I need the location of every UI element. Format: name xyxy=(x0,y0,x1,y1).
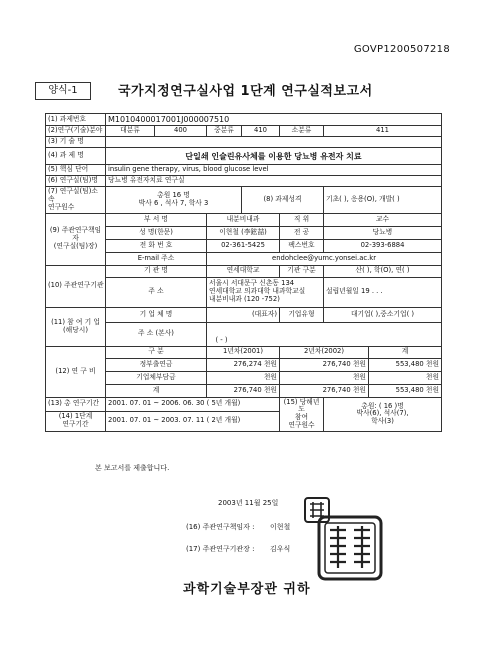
row-budget-corp xyxy=(46,371,442,384)
gov-year2: 276,740 천원 xyxy=(280,358,369,371)
row-pi-name xyxy=(46,226,442,239)
budget-col-total: 계 xyxy=(369,346,442,358)
major-label: 대분류 xyxy=(106,126,155,137)
row-lab-name xyxy=(46,176,442,187)
phone-label: 전 화 번 호 xyxy=(106,239,207,252)
staff-detail2: 학사(3) xyxy=(371,417,394,426)
email-value: endohclee@yumc.yonsei.ac.kr xyxy=(207,252,442,265)
pi-signature-name: 이현철 xyxy=(270,523,291,531)
company-type-label: 기업유형 xyxy=(280,307,324,322)
founded-cell xyxy=(324,277,442,307)
row-research-field xyxy=(46,126,442,137)
corp-year1: 천원 xyxy=(207,371,280,384)
middle-label: 중분류 xyxy=(207,126,242,137)
staff-label xyxy=(280,397,324,431)
org-type-label: 기관 구분 xyxy=(280,265,324,277)
row-pi-email xyxy=(46,252,442,265)
staff-detail1: 박사(6), 석사(7), xyxy=(356,409,409,418)
founded-label: 설립년월일 xyxy=(326,287,359,296)
pi-signature-label: (16) 주관연구책임자 : xyxy=(186,523,255,531)
fax-label: 팩스번호 xyxy=(280,239,324,252)
partner-address-label: 주 소 (본사) xyxy=(106,322,207,346)
position-label: 직 위 xyxy=(280,213,324,226)
org-label: 기 관 명 xyxy=(106,265,207,277)
label: (12) 연 구 비 xyxy=(46,346,106,397)
row-host-address xyxy=(46,277,442,307)
label: (10) 주관연구기관 xyxy=(46,265,106,307)
label: (3) 기 술 명 xyxy=(46,137,106,148)
staff-value xyxy=(324,397,442,431)
org-head-signature-name: 김우식 xyxy=(270,545,291,553)
corp-year2: 천원 xyxy=(280,371,369,384)
row-task-name xyxy=(46,148,442,165)
address-line1: 서울시 서대문구 신촌동 134 xyxy=(209,279,295,288)
founded-value: 19 . . . xyxy=(361,287,383,296)
corp-label: 기업체부담금 xyxy=(106,371,207,384)
address-line2: 연세대학교 의과대학 내과학교실 xyxy=(209,287,306,296)
name-label: 성 명(한문) xyxy=(106,226,207,239)
task-nature-label: (8) 과제성격 xyxy=(242,187,324,213)
staff-label-line1: (15) 당해년도 xyxy=(283,397,320,414)
row-budget-sum xyxy=(46,384,442,397)
budget-col-division: 구 분 xyxy=(106,346,207,358)
phone-value: 02-361-5425 xyxy=(207,239,280,252)
sum-year2: 276,740 천원 xyxy=(280,384,369,397)
address-line3: 내분비내과 (120 -752) xyxy=(209,295,280,304)
representative-label: (대표자) xyxy=(207,307,280,322)
report-title: 국가지정연구실사업 1단계 연구실적보고서 xyxy=(118,84,373,99)
members-total: 총원 16 명 xyxy=(157,191,190,200)
task-no-value: M1010400017001J000007510 xyxy=(106,114,442,126)
lab-name-value: 당뇨병 유전자치료 연구실 xyxy=(106,176,442,187)
address-label: 주 소 xyxy=(106,277,207,307)
corp-total: 천원 xyxy=(369,371,442,384)
label: (6) 연구실(팀)명 xyxy=(46,176,106,187)
dept-label: 부 서 명 xyxy=(106,213,207,226)
label: (1) 과제번호 xyxy=(46,114,106,126)
budget-col-year1: 1년차(2001) xyxy=(207,346,280,358)
company-type-value: 대기업( ),중소기업( ) xyxy=(324,307,442,322)
label-line2: (해당시) xyxy=(62,325,88,334)
keywords-value: insulin gene therapy, virus, blood glucose level xyxy=(106,165,442,176)
members-detail: 박사 6 , 석사 7, 학사 3 xyxy=(138,198,209,207)
middle-value: 410 xyxy=(242,126,280,137)
address-value xyxy=(207,277,324,307)
stage-label-line1: (14) 1단계 xyxy=(58,412,93,421)
members-value xyxy=(106,187,242,213)
stage-period-value: 2001. 07. 01 ~ 2003. 07. 11 ( 2년 개월) xyxy=(106,411,280,431)
total-period-label: (13) 총 연구기간 xyxy=(46,397,106,411)
budget-col-year2: 2년차(2002) xyxy=(280,346,369,358)
total-period-value: 2001. 07. 01 ~ 2006. 06. 30 ( 5년 개월) xyxy=(106,397,280,411)
label: (4) 과 제 명 xyxy=(46,148,106,165)
postcode: ( - ) xyxy=(215,335,228,344)
org-value: 연세대학교 xyxy=(207,265,280,277)
label: (2)연구(기술)분야 xyxy=(46,126,106,137)
staff-label-line2: 참여 xyxy=(294,413,309,422)
row-budget-header xyxy=(46,346,442,358)
row-partner-company xyxy=(46,307,442,322)
stage-label-line2: 연구기간 xyxy=(62,420,89,429)
sum-label: 계 xyxy=(106,384,207,397)
gov-label: 정부출연금 xyxy=(106,358,207,371)
gov-total: 553,480 천원 xyxy=(369,358,442,371)
document-code: GOVP1200507218 xyxy=(353,44,450,55)
tech-name-value xyxy=(106,137,442,148)
row-partner-address xyxy=(46,322,442,346)
org-head-signature-label: (17) 주관연구기관장 : xyxy=(186,545,255,553)
label-line1: (7) 연구실(팀)소속 xyxy=(48,187,98,203)
staff-label-line3: 연구원수 xyxy=(288,421,315,430)
minor-value: 411 xyxy=(324,126,442,137)
sum-total: 553,480 천원 xyxy=(369,384,442,397)
label-line2: (연구실(팀)장) xyxy=(53,242,98,251)
major-label: 전 공 xyxy=(280,226,324,239)
row-total-period xyxy=(46,397,442,411)
label: (5) 핵심 단어 xyxy=(46,165,106,176)
row-pi-phone xyxy=(46,239,442,252)
submission-statement: 본 보고서를 제출합니다. xyxy=(95,464,170,472)
sum-year1: 276,740 천원 xyxy=(207,384,280,397)
gov-year1: 276,274 천원 xyxy=(207,358,280,371)
label-line1: (11) 참 여 기 업 xyxy=(51,317,100,326)
label xyxy=(46,213,106,265)
org-type-value: 산( ), 학(O), 연( ) xyxy=(324,265,442,277)
major-value: 400 xyxy=(155,126,207,137)
major-value: 당뇨병 xyxy=(324,226,442,239)
institution-seal-stamp xyxy=(316,514,384,582)
staff-total: 총원: ( 16 )명 xyxy=(361,401,404,410)
row-lab-members xyxy=(46,187,442,213)
email-label: E-mail 주소 xyxy=(106,252,207,265)
row-host-org xyxy=(46,265,442,277)
task-name-value: 단일쇄 인슐린유사체를 이용한 당뇨병 유전자 치료 xyxy=(106,148,442,165)
label-line2: 연구원수 xyxy=(48,202,75,211)
label xyxy=(46,187,106,213)
row-budget-gov xyxy=(46,358,442,371)
row-keywords xyxy=(46,165,442,176)
submission-date: 2003년 11월 25일 xyxy=(218,499,279,507)
row-task-no xyxy=(46,114,442,126)
addressee: 과학기술부장관 귀하 xyxy=(183,582,311,597)
dept-value: 내분비내과 xyxy=(207,213,280,226)
row-tech-name xyxy=(46,137,442,148)
label-line1: (9) 주관연구책임자 xyxy=(49,226,102,243)
company-label: 기 업 체 명 xyxy=(106,307,207,322)
report-form-table xyxy=(45,113,442,432)
task-nature-value: 기초( ), 응용(O), 개발( ) xyxy=(324,187,442,213)
form-number-box: 양식-1 xyxy=(35,82,91,100)
label xyxy=(46,307,106,346)
row-pi-dept xyxy=(46,213,442,226)
minor-label: 소분류 xyxy=(280,126,324,137)
fax-value: 02-393-6884 xyxy=(324,239,442,252)
position-value: 교수 xyxy=(324,213,442,226)
name-value: 이현철 (李鉉喆) xyxy=(207,226,280,239)
partner-address-value xyxy=(207,322,442,346)
stage-period-label xyxy=(46,411,106,431)
